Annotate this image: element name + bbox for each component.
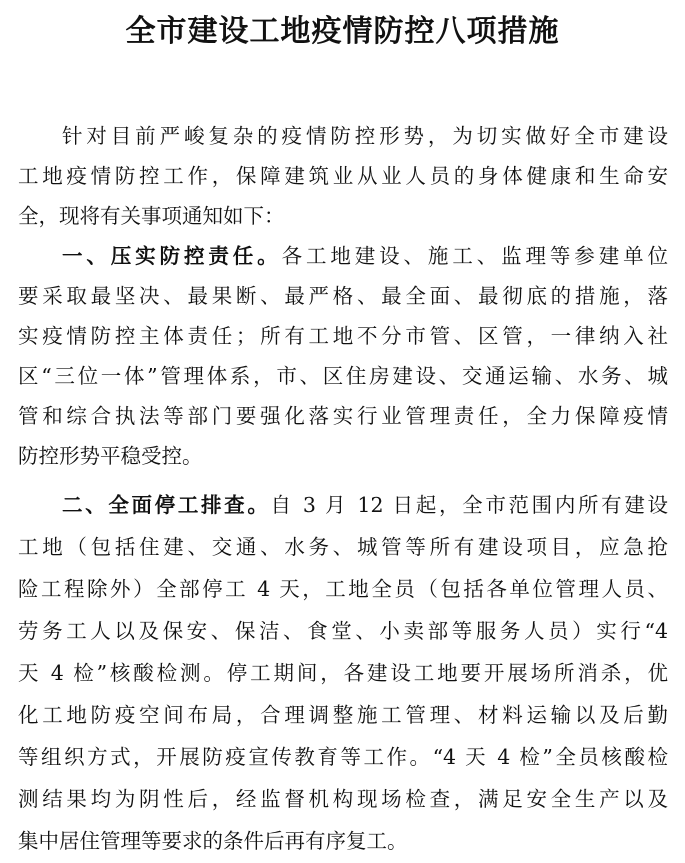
section-1-line: 实疫情防控主体责任；所有工地不分市管、区管，一律纳入社 bbox=[18, 324, 668, 348]
section-2-line: 集中居住管理等要求的条件后再有序复工。 bbox=[18, 829, 408, 853]
section-2-line: 工地（包括住建、交通、水务、城管等所有建设项目，应急抢 bbox=[18, 535, 668, 559]
intro-line: 针对目前严峻复杂的疫情防控形势，为切实做好全市建设 bbox=[62, 124, 668, 148]
section-2-text: 自 3 月 12 日起，全市范围内所有建设 bbox=[270, 493, 669, 517]
section-2-line: 险工程除外）全部停工 4 天，工地全员（包括各单位管理人员、 bbox=[18, 577, 668, 601]
intro-line: 工地疫情防控工作，保障建筑业从业人员的身体健康和生命安 bbox=[18, 164, 668, 188]
section-2-line: 等组织方式，开展防疫宣传教育等工作。“4 天 4 检”全员核酸检 bbox=[18, 745, 668, 769]
section-2-line: 天 4 检”核酸检测。停工期间，各建设工地要开展场所消杀，优 bbox=[18, 661, 668, 685]
section-1-line: 区“三位一体”管理体系，市、区住房建设、交通运输、水务、城 bbox=[18, 364, 668, 388]
section-2-line: 劳务工人以及保安、保洁、食堂、小卖部等服务人员）实行“4 bbox=[18, 619, 668, 643]
section-1-line: 要采取最坚决、最果断、最严格、最全面、最彻底的措施，落 bbox=[18, 284, 668, 308]
section-2-first-line bbox=[62, 485, 668, 525]
document-title: 全市建设工地疫情防控八项措施 bbox=[125, 14, 560, 49]
section-1-heading: 一、压实防控责任。 bbox=[62, 244, 282, 268]
section-1-line: 防控形势平稳受控。 bbox=[18, 444, 203, 468]
intro-line: 全，现将有关事项通知如下： bbox=[18, 204, 285, 228]
section-1-text: 各工地建设、施工、监理等参建单位 bbox=[281, 244, 668, 268]
section-2-line: 测结果均为阴性后，经监督机构现场检查，满足安全生产以及 bbox=[18, 787, 668, 811]
section-2-heading: 二、全面停工排查。 bbox=[62, 493, 271, 517]
section-1-line: 管和综合执法等部门要强化落实行业管理责任，全力保障疫情 bbox=[18, 404, 668, 428]
section-1-first-line bbox=[62, 236, 668, 276]
section-2-line: 化工地防疫空间布局，合理调整施工管理、材料运输以及后勤 bbox=[18, 703, 668, 727]
